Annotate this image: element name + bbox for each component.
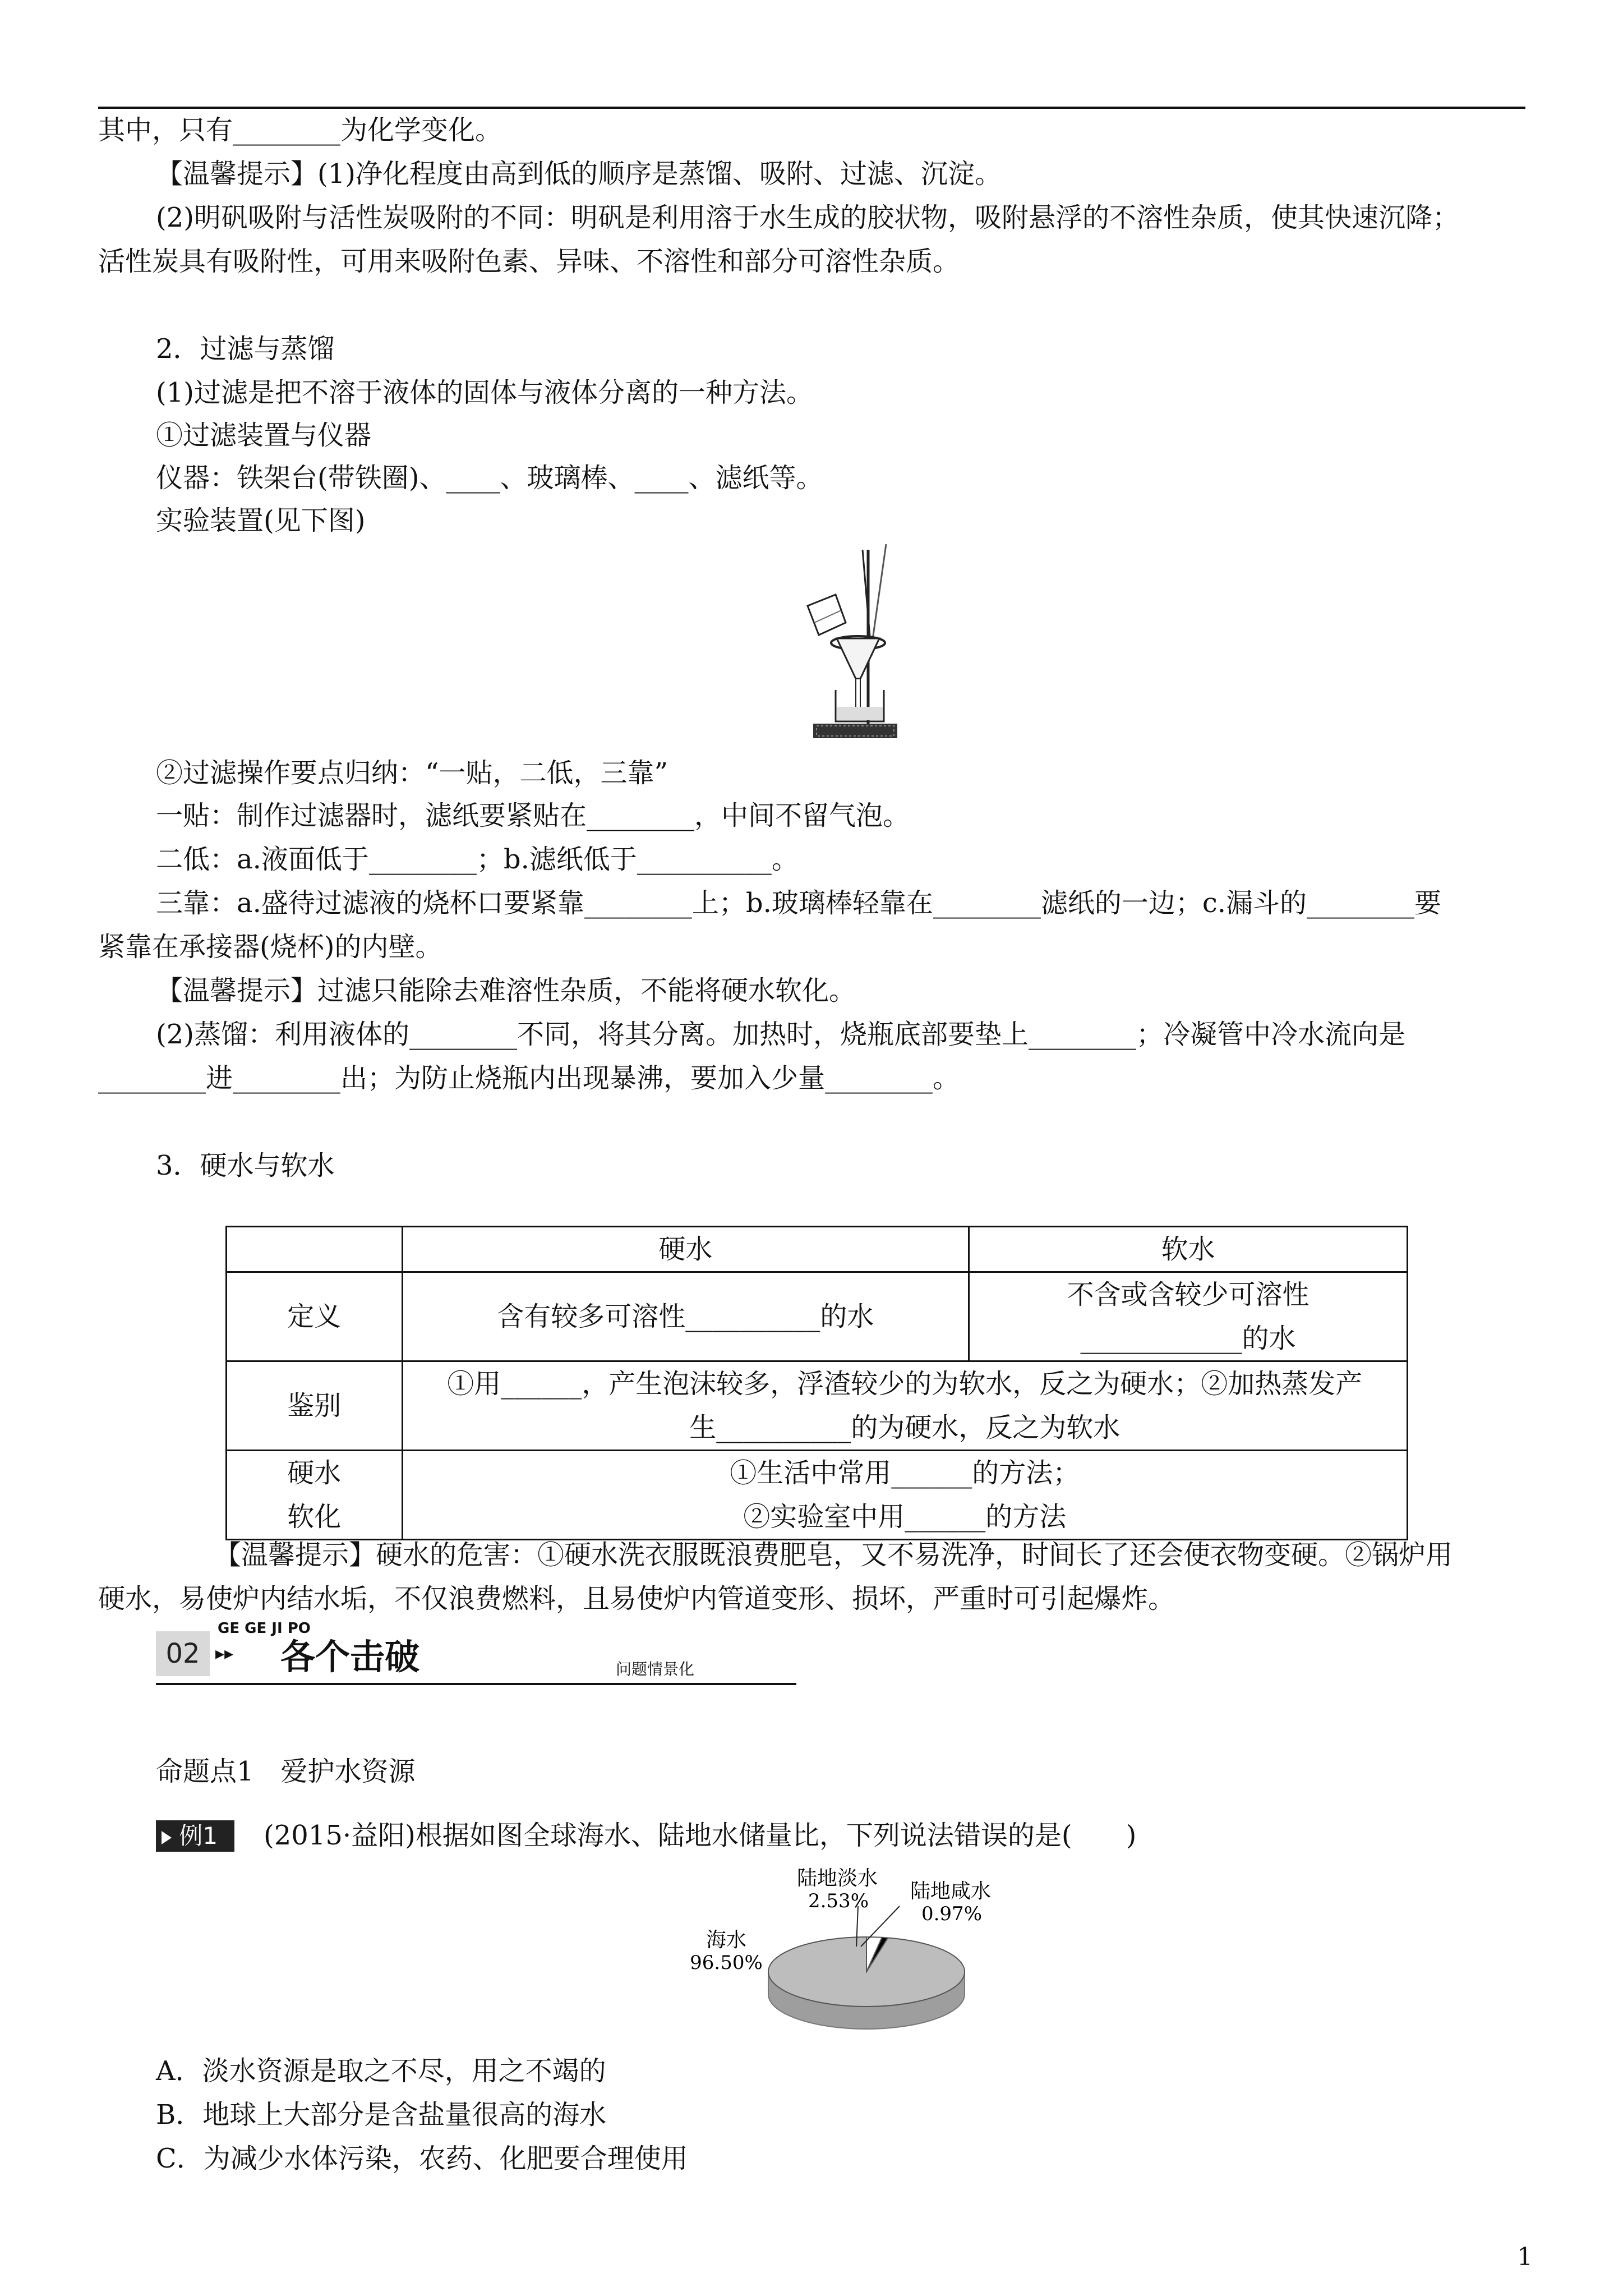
text-line: 其中，只有________为化学变化。 <box>98 114 502 146</box>
table-cell <box>402 1451 1408 1540</box>
banner-title: 各个击破 <box>280 1636 420 1677</box>
cell-line: ①用______，产生泡沫较多，浮渣较少的为软水，反之为硬水；②加热蒸发产 <box>447 1368 1363 1400</box>
pouring-beaker <box>808 595 846 635</box>
banner-rule <box>156 1683 796 1685</box>
text-line: 紧靠在承接器(烧杯)的内壁。 <box>98 931 442 963</box>
text-line: 仪器：铁架台(带铁圈)、____、玻璃棒、____、滤纸等。 <box>156 462 823 494</box>
tip-line: 【温馨提示】(1)净化程度由高到低的顺序是蒸馏、吸附、过滤、沉淀。 <box>156 158 1002 190</box>
pie-label-sea: 海水 <box>706 1929 747 1952</box>
cell-line: 软化 <box>287 1501 342 1533</box>
text-line: (2)明矾吸附与活性炭吸附的不同：明矾是利用溶于水生成的胶状物，吸附悬浮的不溶性杂质，使其快速沉降； <box>156 202 1459 233</box>
text-line: (2)蒸馏：利用液体的________不同，将其分离。加热时，烧瓶底部要垫上________；冷凝管中冷水流向是 <box>156 1019 1405 1050</box>
example-label: 例1 <box>179 1822 218 1849</box>
hard-soft-water-table <box>225 1226 1408 1540</box>
table-row-label: 定义 <box>227 1272 403 1361</box>
cell-line: 生__________的为硬水，反之为软水 <box>689 1412 1121 1443</box>
cell-line: ①生活中常用______的方法； <box>730 1457 1080 1489</box>
example-tag <box>156 1820 234 1852</box>
option-b: B．地球上大部分是含盐量很高的海水 <box>156 2099 607 2131</box>
tip-line: 【温馨提示】硬水的危害：①硬水洗衣服既浪费肥皂，又不易洗净，时间长了还会使衣物变硬。②锅炉用 <box>214 1539 1453 1571</box>
text-line: (1)过滤是把不溶于液体的固体与液体分离的一种方法。 <box>156 377 813 408</box>
cell-line: 不含或含较少可溶性 <box>1067 1279 1310 1310</box>
table-cell <box>227 1227 403 1272</box>
table-cell: 含有较多可溶性__________的水 <box>402 1272 969 1361</box>
cell-line: ____________的水 <box>1080 1323 1296 1354</box>
pie-value-fresh: 2.53% <box>808 1890 869 1912</box>
text-line: 硬水，易使炉内结水垢，不仅浪费燃料，且易使炉内管道变形、损坏，严重时可引起爆炸。 <box>98 1583 1175 1614</box>
text-line: 三靠：a.盛待过滤液的烧杯口要紧靠________上；b.玻璃棒轻靠在________滤纸的一边；c.漏斗的________要 <box>156 887 1442 919</box>
banner-pinyin: GE GE JI PO <box>218 1620 311 1637</box>
table-cell <box>402 1361 1408 1451</box>
option-a: A．淡水资源是取之不尽，用之不竭的 <box>156 2055 606 2087</box>
table-row <box>227 1227 1408 1272</box>
pie-label-salt: 陆地咸水 <box>910 1880 992 1903</box>
table-row <box>227 1272 1408 1361</box>
section-heading: 3．硬水与软水 <box>156 1150 335 1181</box>
page-number: 1 <box>1517 2243 1533 2271</box>
table-row <box>227 1361 1408 1451</box>
table-cell <box>969 1272 1407 1361</box>
pie-value-salt: 0.97% <box>921 1903 983 1925</box>
header-rule <box>98 107 1525 109</box>
section-heading: 2．过滤与蒸馏 <box>156 333 335 365</box>
table-row-label <box>227 1451 403 1540</box>
text-line: ①过滤装置与仪器 <box>156 420 372 451</box>
option-c: C．为减少水体污染，农药、化肥要合理使用 <box>156 2143 688 2174</box>
banner-subtitle: 问题情景化 <box>616 1660 695 1678</box>
text-line: 实验装置(见下图) <box>156 505 366 536</box>
pie-value-sea: 96.50% <box>690 1952 763 1974</box>
pie-label-fresh: 陆地淡水 <box>796 1867 878 1890</box>
water-distribution-pie-chart <box>673 1860 1066 2053</box>
play-triangle-icon <box>162 1831 172 1844</box>
funnel <box>837 638 879 708</box>
table-header-cell: 硬水 <box>402 1227 969 1272</box>
cell-line: 硬水 <box>287 1457 342 1489</box>
text-line: 二低：a.液面低于________；b.滤纸低于__________。 <box>156 844 799 875</box>
table-row <box>227 1451 1408 1540</box>
proposition-heading: 命题点1 爱护水资源 <box>156 1756 416 1787</box>
question-text: (2015·益阳)根据如图全球海水、陆地水储量比，下列说法错误的是( ) <box>264 1820 1137 1851</box>
text-line: ②过滤操作要点归纳：“一贴，二低，三靠” <box>156 757 668 789</box>
text-line: 活性炭具有吸附性，可用来吸附色素、异味、不溶性和部分可溶性杂质。 <box>98 246 960 277</box>
cell-line: ②实验室中用______的方法 <box>743 1501 1067 1533</box>
text-line: ________进________出；为防止烧瓶内出现暴沸，要加入少量________。 <box>98 1062 960 1094</box>
banner-number: 02 <box>156 1631 210 1676</box>
double-arrow-icon: ▸▸ <box>215 1642 234 1664</box>
section-banner <box>156 1620 796 1690</box>
tip-line: 【温馨提示】过滤只能除去难溶性杂质，不能将硬水软化。 <box>156 975 856 1006</box>
table-row-label: 鉴别 <box>227 1361 403 1451</box>
text-line: 一贴：制作过滤器时，滤纸要紧贴在________，中间不留气泡。 <box>156 800 910 831</box>
table-header-cell: 软水 <box>969 1227 1407 1272</box>
filtration-apparatus-illustration <box>802 539 937 746</box>
